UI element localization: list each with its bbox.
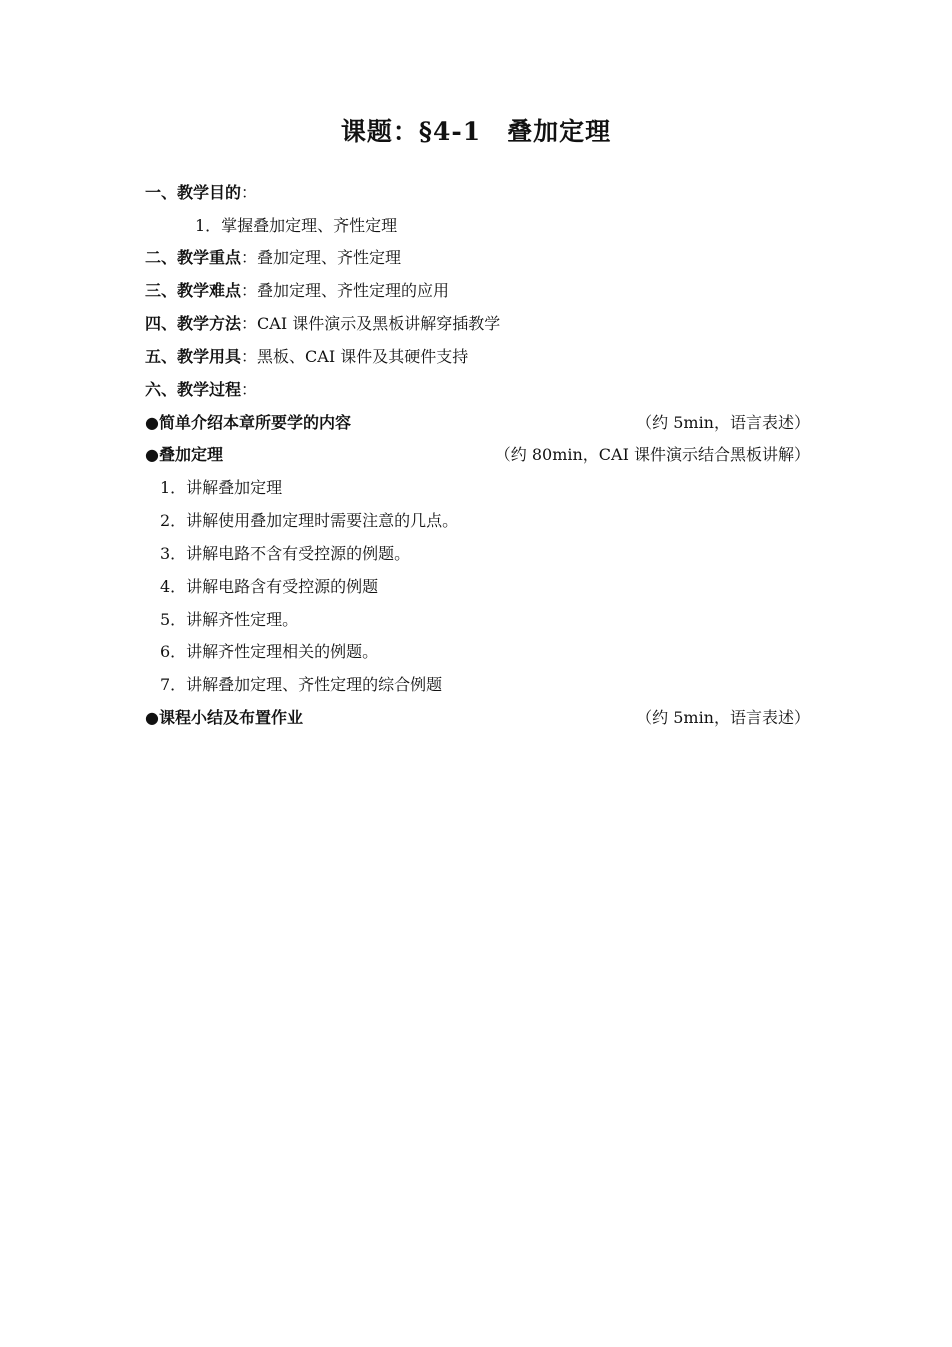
section-colon: ： [241,347,258,366]
section-colon: ： [241,248,258,267]
list-item: 7．讲解叠加定理、齐性定理的综合例题 [160,675,443,694]
process-step-note: （约 5min，语言表述） [636,413,810,432]
list-item: 6．讲解齐性定理相关的例题。 [160,642,379,661]
bullet-icon: ● [145,413,159,432]
section-teaching-tools [145,342,810,372]
section-teaching-difficulty [145,276,810,306]
list-item: 3．讲解电路不含有受控源的例题。 [160,544,411,563]
section-teaching-objective [145,178,810,208]
process-step-intro [145,408,810,438]
section-colon: ： [241,314,258,333]
section-text: CAI 课件演示及黑板讲解穿插教学 [257,314,501,333]
section-label: 一、教学目的 [145,183,242,202]
section-label: 六、教学过程 [145,380,242,399]
bullet-icon: ● [145,708,159,727]
section-label: 四、教学方法 [145,314,242,333]
process-step-label: 简单介绍本章所要学的内容 [158,413,351,432]
section-text: 黑板、CAI 课件及其硬件支持 [257,347,469,366]
list-item: 5．讲解齐性定理。 [160,610,299,629]
section-colon: ： [241,183,258,202]
objective-item: 1．掌握叠加定理、齐性定理 [195,216,398,235]
section-teaching-focus [145,243,810,273]
process-step-superposition [145,440,810,470]
section-label: 三、教学难点 [145,281,242,300]
process-step-note: （约 80min，CAI 课件演示结合黑板讲解） [494,445,810,464]
section-colon: ： [241,281,258,300]
process-step-note: （约 5min，语言表述） [636,708,810,727]
list-item: 1．讲解叠加定理 [160,478,283,497]
bullet-icon: ● [145,445,159,464]
process-step-label: 课程小结及布置作业 [158,708,303,727]
page-title: 课题：§4-1 叠加定理 [340,117,612,146]
process-step-summary [145,703,810,733]
section-text: 叠加定理、齐性定理 [257,248,402,267]
section-colon: ： [241,380,258,399]
list-item: 4．讲解电路含有受控源的例题 [160,577,379,596]
list-item: 2．讲解使用叠加定理时需要注意的几点。 [160,511,459,530]
section-teaching-process [145,375,810,405]
section-label: 五、教学用具 [145,347,242,366]
section-text: 叠加定理、齐性定理的应用 [257,281,450,300]
section-teaching-method [145,309,810,339]
process-step-label: 叠加定理 [158,445,223,464]
section-label: 二、教学重点 [145,248,242,267]
